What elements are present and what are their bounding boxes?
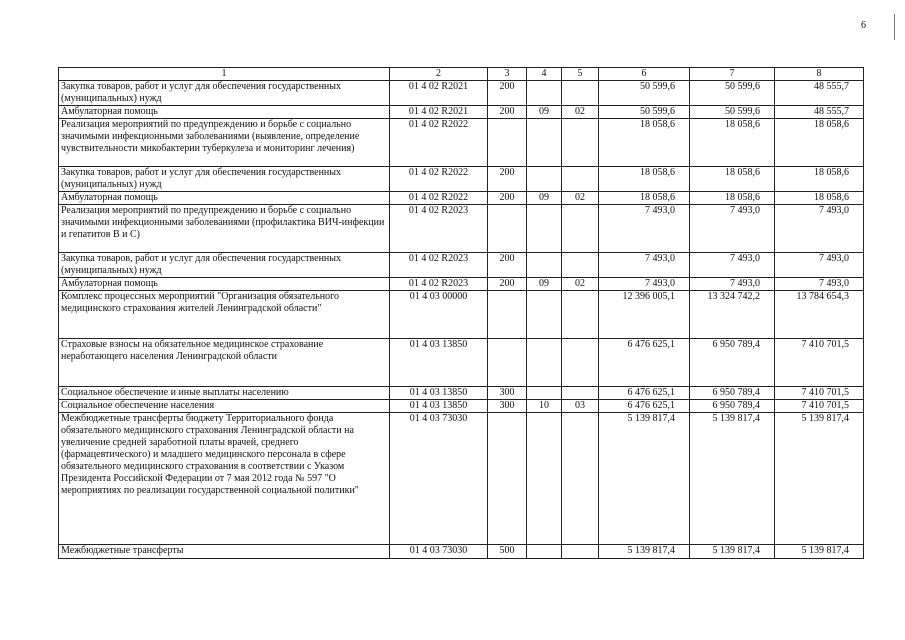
scan-edge-line [894, 14, 895, 40]
row-value-col7: 13 324 742,2 [690, 291, 775, 339]
row-name: Страховые взносы на обязательное медицинское страхование неработающего населения Ленинградской области [59, 339, 390, 387]
row-code: 01 4 03 13850 [390, 400, 488, 413]
row-name: Закупка товаров, работ и услуг для обеспечения государственных (муниципальных) нужд [59, 81, 390, 106]
row-pr [562, 339, 599, 387]
row-value-col8: 18 058,6 [775, 167, 864, 192]
table-row [59, 413, 864, 545]
row-value-col8: 48 555,7 [775, 106, 864, 119]
table-row [59, 387, 864, 400]
row-rz [527, 253, 562, 278]
row-name: Реализация мероприятий по предупреждению и борьбе с социально значимыми инфекционными заболеваниями (профилактика ВИЧ-инфекции и гепатитов В и С) [59, 205, 390, 253]
row-value-col6: 7 493,0 [599, 278, 690, 291]
budget-table [58, 67, 864, 559]
table-header-row [59, 68, 864, 81]
row-vr [488, 119, 527, 167]
row-pr [562, 167, 599, 192]
row-value-col6: 7 493,0 [599, 205, 690, 253]
page-number: 6 [861, 20, 866, 31]
row-rz [527, 119, 562, 167]
row-pr: 02 [562, 106, 599, 119]
row-rz [527, 387, 562, 400]
row-value-col7: 50 599,6 [690, 106, 775, 119]
row-vr [488, 291, 527, 339]
row-value-col8: 5 139 817,4 [775, 545, 864, 559]
row-vr: 200 [488, 253, 527, 278]
row-value-col8: 7 493,0 [775, 278, 864, 291]
row-pr: 02 [562, 192, 599, 205]
row-value-col6: 7 493,0 [599, 253, 690, 278]
row-vr: 200 [488, 167, 527, 192]
row-code: 01 4 02 R2022 [390, 192, 488, 205]
row-rz [527, 81, 562, 106]
table-row [59, 205, 864, 253]
row-value-col7: 50 599,6 [690, 81, 775, 106]
row-code: 01 4 03 00000 [390, 291, 488, 339]
table-row [59, 106, 864, 119]
row-value-col6: 50 599,6 [599, 106, 690, 119]
row-code: 01 4 03 73030 [390, 413, 488, 545]
column-header: 6 [599, 68, 690, 81]
row-rz [527, 167, 562, 192]
row-name: Комплекс процессных мероприятий "Организация обязательного медицинского страхования жителей Ленинградской области" [59, 291, 390, 339]
row-rz [527, 339, 562, 387]
row-name: Социальное обеспечение населения [59, 400, 390, 413]
table-row [59, 278, 864, 291]
row-value-col7: 6 950 789,4 [690, 400, 775, 413]
row-value-col7: 18 058,6 [690, 119, 775, 167]
row-value-col8: 13 784 654,3 [775, 291, 864, 339]
row-value-col7: 18 058,6 [690, 192, 775, 205]
row-pr [562, 81, 599, 106]
row-code: 01 4 03 13850 [390, 387, 488, 400]
row-rz: 09 [527, 278, 562, 291]
table-row [59, 192, 864, 205]
column-header: 2 [390, 68, 488, 81]
row-pr [562, 253, 599, 278]
row-pr [562, 387, 599, 400]
row-name: Межбюджетные трансферты бюджету Территориального фонда обязательного медицинского страхования Ленинградской области на увеличение средней заработной платы врачей, среднего (фармацевтического) и младшего медицинского персонала в сфере обязательного медицинского страхования в соответствии с Указом Президента Российской Федерации от 7 мая 2012 года № 597 "О мероприятиях по реализации государственной социальной политики" [59, 413, 390, 545]
row-value-col8: 18 058,6 [775, 192, 864, 205]
row-value-col6: 18 058,6 [599, 119, 690, 167]
row-name: Социальное обеспечение и иные выплаты населению [59, 387, 390, 400]
row-pr: 03 [562, 400, 599, 413]
row-value-col7: 5 139 817,4 [690, 545, 775, 559]
row-value-col6: 12 396 005,1 [599, 291, 690, 339]
row-pr: 02 [562, 278, 599, 291]
row-code: 01 4 02 R2022 [390, 119, 488, 167]
row-value-col8: 48 555,7 [775, 81, 864, 106]
row-pr [562, 413, 599, 545]
row-value-col6: 6 476 625,1 [599, 400, 690, 413]
column-header: 7 [690, 68, 775, 81]
row-vr: 200 [488, 278, 527, 291]
row-value-col8: 7 493,0 [775, 205, 864, 253]
column-header: 5 [562, 68, 599, 81]
row-rz [527, 205, 562, 253]
table-row [59, 167, 864, 192]
row-pr [562, 119, 599, 167]
row-code: 01 4 02 R2023 [390, 278, 488, 291]
row-pr [562, 545, 599, 559]
table-row [59, 400, 864, 413]
row-rz: 09 [527, 192, 562, 205]
row-code: 01 4 03 13850 [390, 339, 488, 387]
row-rz: 10 [527, 400, 562, 413]
row-code: 01 4 03 73030 [390, 545, 488, 559]
row-name: Межбюджетные трансферты [59, 545, 390, 559]
row-value-col6: 50 599,6 [599, 81, 690, 106]
row-code: 01 4 02 R2023 [390, 253, 488, 278]
row-vr: 500 [488, 545, 527, 559]
table-row [59, 545, 864, 559]
row-rz [527, 291, 562, 339]
column-header: 8 [775, 68, 864, 81]
row-name: Амбулаторная помощь [59, 106, 390, 119]
table-row [59, 339, 864, 387]
row-name: Амбулаторная помощь [59, 278, 390, 291]
table-row [59, 119, 864, 167]
row-value-col7: 7 493,0 [690, 205, 775, 253]
row-code: 01 4 02 R2021 [390, 106, 488, 119]
row-rz [527, 545, 562, 559]
row-name: Реализация мероприятий по предупреждению и борьбе с социально значимыми инфекционными заболеваниями (выявление, определение чувствительности микобактерии туберкулеза и мониторинг лечения) [59, 119, 390, 167]
row-value-col6: 6 476 625,1 [599, 387, 690, 400]
table-row [59, 81, 864, 106]
row-rz: 09 [527, 106, 562, 119]
row-code: 01 4 02 R2023 [390, 205, 488, 253]
row-name: Амбулаторная помощь [59, 192, 390, 205]
row-vr: 300 [488, 387, 527, 400]
row-value-col7: 6 950 789,4 [690, 387, 775, 400]
row-pr [562, 205, 599, 253]
row-value-col6: 6 476 625,1 [599, 339, 690, 387]
row-vr [488, 339, 527, 387]
row-name: Закупка товаров, работ и услуг для обеспечения государственных (муниципальных) нужд [59, 167, 390, 192]
row-value-col8: 18 058,6 [775, 119, 864, 167]
row-name: Закупка товаров, работ и услуг для обеспечения государственных (муниципальных) нужд [59, 253, 390, 278]
row-code: 01 4 02 R2021 [390, 81, 488, 106]
row-code: 01 4 02 R2022 [390, 167, 488, 192]
row-value-col8: 7 410 701,5 [775, 400, 864, 413]
row-value-col6: 18 058,6 [599, 167, 690, 192]
row-value-col8: 7 410 701,5 [775, 339, 864, 387]
row-vr [488, 205, 527, 253]
table-row [59, 291, 864, 339]
row-rz [527, 413, 562, 545]
row-vr [488, 413, 527, 545]
row-vr: 300 [488, 400, 527, 413]
row-value-col7: 5 139 817,4 [690, 413, 775, 545]
column-header: 4 [527, 68, 562, 81]
table-row [59, 253, 864, 278]
row-vr: 200 [488, 106, 527, 119]
column-header: 3 [488, 68, 527, 81]
column-header: 1 [59, 68, 390, 81]
row-value-col6: 5 139 817,4 [599, 545, 690, 559]
row-value-col7: 7 493,0 [690, 253, 775, 278]
row-pr [562, 291, 599, 339]
row-value-col7: 7 493,0 [690, 278, 775, 291]
row-value-col8: 7 493,0 [775, 253, 864, 278]
row-vr: 200 [488, 192, 527, 205]
row-value-col7: 6 950 789,4 [690, 339, 775, 387]
row-value-col7: 18 058,6 [690, 167, 775, 192]
row-vr: 200 [488, 81, 527, 106]
row-value-col8: 7 410 701,5 [775, 387, 864, 400]
row-value-col6: 5 139 817,4 [599, 413, 690, 545]
row-value-col8: 5 139 817,4 [775, 413, 864, 545]
row-value-col6: 18 058,6 [599, 192, 690, 205]
